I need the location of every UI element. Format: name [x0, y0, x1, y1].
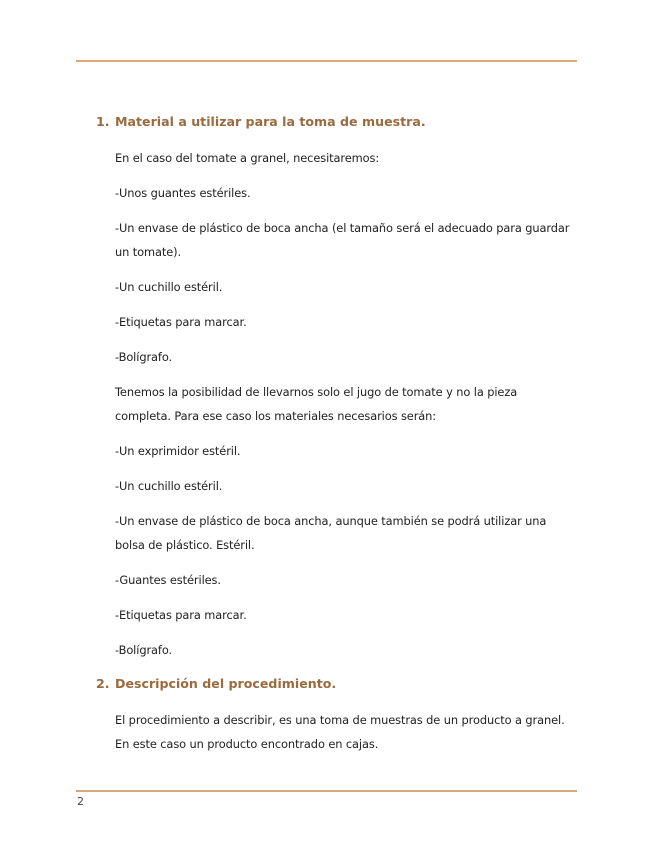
section-heading-materials [96, 114, 576, 129]
section-heading-procedure [96, 676, 576, 691]
document-body [96, 114, 576, 767]
list-item: -Un cuchillo estéril. [115, 280, 223, 294]
page-number: 2 [77, 795, 84, 808]
list-item: -Un envase de plástico de boca ancha, aunque también se podrá utilizar una bolsa de plástico. Estéril. [115, 514, 547, 552]
section-title: Material a utilizar para la toma de muestra. [115, 114, 426, 129]
section-title: Descripción del procedimiento. [115, 676, 337, 691]
list-item: -Bolígrafo. [115, 350, 173, 364]
section-number: 1. [96, 114, 110, 129]
section-number: 2. [96, 676, 110, 691]
list-item: -Unos guantes estériles. [115, 186, 251, 200]
list-item: -Guantes estériles. [115, 573, 221, 587]
paragraph: El procedimiento a describir, es una toma de muestras de un producto a granel. En este caso un producto encontrado en cajas. [115, 713, 565, 751]
paragraph: Tenemos la posibilidad de llevarnos solo el jugo de tomate y no la pieza completa. Para ese caso los materiales necesarios serán: [115, 385, 518, 423]
list-item: -Un exprimidor estéril. [115, 444, 241, 458]
list-item: -Un envase de plástico de boca ancha (el tamaño será el adecuado para guardar un tomate). [115, 221, 570, 259]
header-rule [76, 60, 577, 62]
list-item: -Etiquetas para marcar. [115, 608, 247, 622]
footer-rule [76, 790, 577, 792]
list-item: -Bolígrafo. [115, 643, 173, 657]
paragraph: En el caso del tomate a granel, necesitaremos: [115, 151, 380, 165]
list-item: -Un cuchillo estéril. [115, 479, 223, 493]
list-item: -Etiquetas para marcar. [115, 315, 247, 329]
